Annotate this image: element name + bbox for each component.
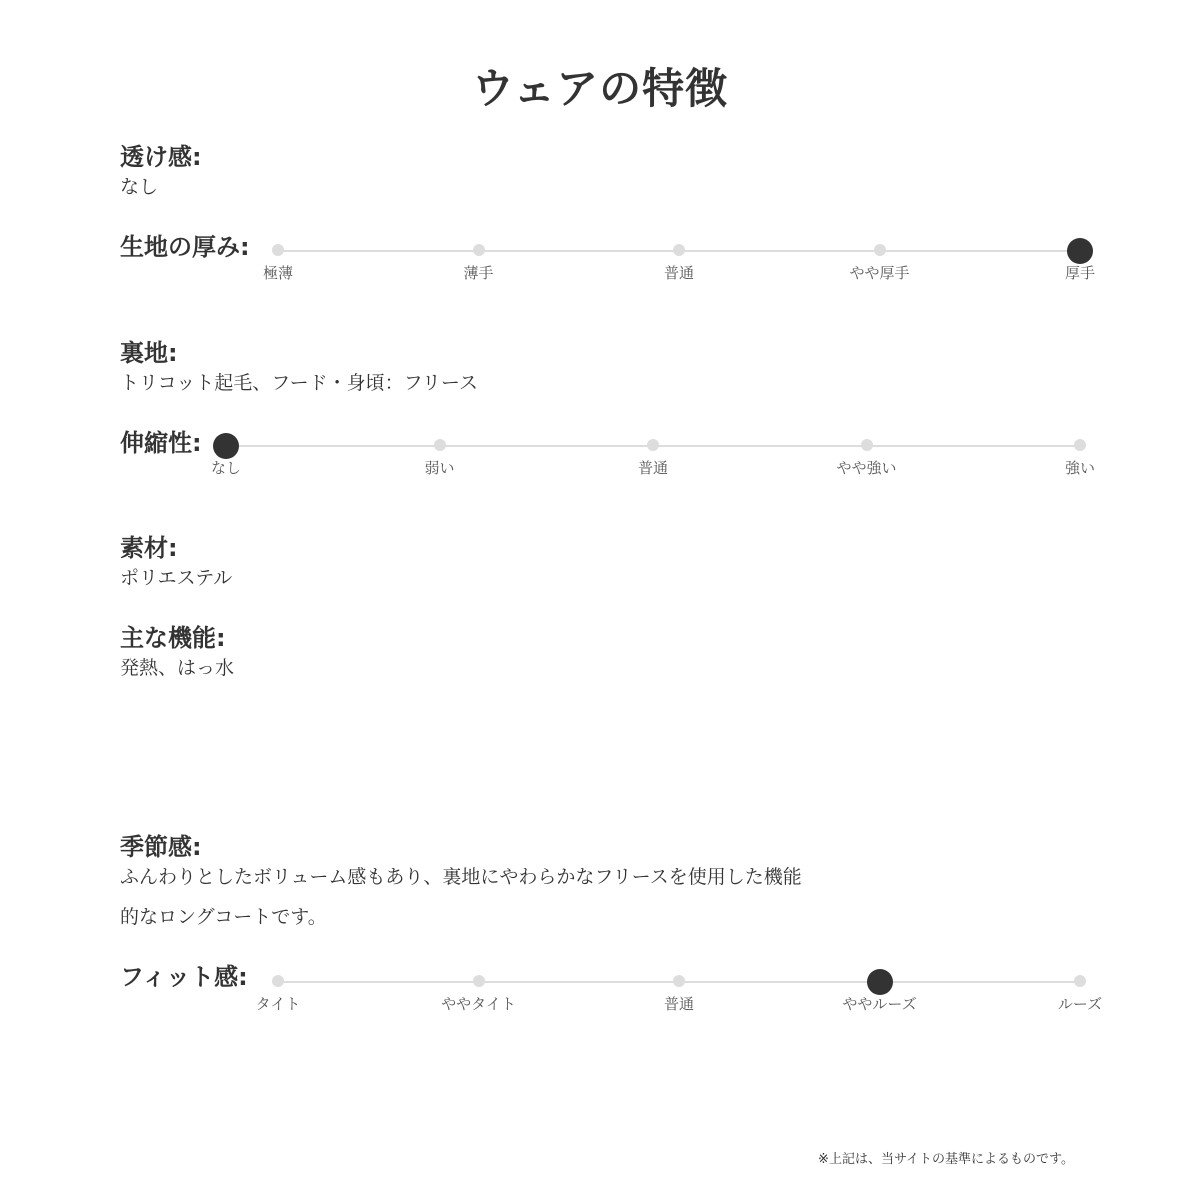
stretch-level-5-label: 強い — [1064, 459, 1095, 477]
thickness-level-3-marker — [673, 244, 685, 256]
stretch-level-2-marker — [434, 439, 446, 451]
thickness-level-2-marker — [473, 244, 485, 256]
stretch-level-4-label: やや強い — [836, 459, 897, 477]
stretch-label: 伸縮性: — [120, 429, 202, 457]
transparency-value: なし — [120, 176, 159, 198]
stretch-level-3-marker — [647, 439, 659, 451]
fit-level-2-label: ややタイト — [441, 995, 516, 1013]
thickness-level-4-marker — [874, 244, 886, 256]
thickness-level-4-label: やや厚手 — [849, 264, 910, 282]
fit-scale — [0, 981, 1200, 1041]
season-text-line-1: ふんわりとしたボリューム感もあり、裏地にやわらかなフリースを使用した機能 — [120, 866, 802, 888]
page-title: ウェアの特徴 — [471, 64, 729, 113]
stretch-level-3-label: 普通 — [637, 459, 668, 477]
season-text-line-2: 的なロングコートです。 — [120, 906, 327, 928]
fit-label: フィット感: — [120, 963, 248, 991]
fit-level-4-selected-marker — [867, 969, 893, 995]
stretch-level-1-selected-marker — [213, 433, 239, 459]
fit-level-1-marker — [272, 975, 284, 987]
thickness-label: 生地の厚み: — [120, 233, 250, 261]
thickness-level-2-label: 薄手 — [463, 264, 494, 282]
thickness-level-3-label: 普通 — [663, 264, 694, 282]
season-label: 季節感: — [120, 833, 202, 861]
fit-level-1-label: タイト — [255, 995, 301, 1013]
functions-label: 主な機能: — [120, 624, 226, 652]
material-value: ポリエステル — [120, 567, 233, 589]
stretch-level-1-label: なし — [210, 459, 241, 477]
thickness-level-5-label: 厚手 — [1064, 264, 1095, 282]
functions-value: 発熱、はっ水 — [120, 657, 235, 679]
fit-level-2-marker — [473, 975, 485, 987]
stretch-level-2-label: 弱い — [424, 459, 455, 477]
lining-label: 裏地: — [120, 339, 178, 367]
thickness-level-1-label: 極薄 — [262, 264, 293, 282]
lining-value: トリコット起毛、フード・身頃：フリース — [120, 372, 478, 394]
thickness-level-5-selected-marker — [1067, 238, 1093, 264]
thickness-level-1-marker — [272, 244, 284, 256]
material-label: 素材: — [120, 534, 178, 562]
fit-level-3-marker — [673, 975, 685, 987]
transparency-label: 透け感: — [120, 143, 202, 171]
footnote: ※上記は、当サイトの基準によるものです。 — [818, 1152, 1074, 1167]
stretch-scale — [0, 445, 1200, 505]
fit-level-3-label: 普通 — [663, 995, 694, 1013]
stretch-level-5-marker — [1074, 439, 1086, 451]
thickness-scale — [0, 250, 1200, 310]
fit-level-4-label: ややルーズ — [842, 995, 917, 1013]
stretch-level-4-marker — [861, 439, 873, 451]
fit-level-5-label: ルーズ — [1057, 995, 1103, 1013]
fit-level-5-marker — [1074, 975, 1086, 987]
